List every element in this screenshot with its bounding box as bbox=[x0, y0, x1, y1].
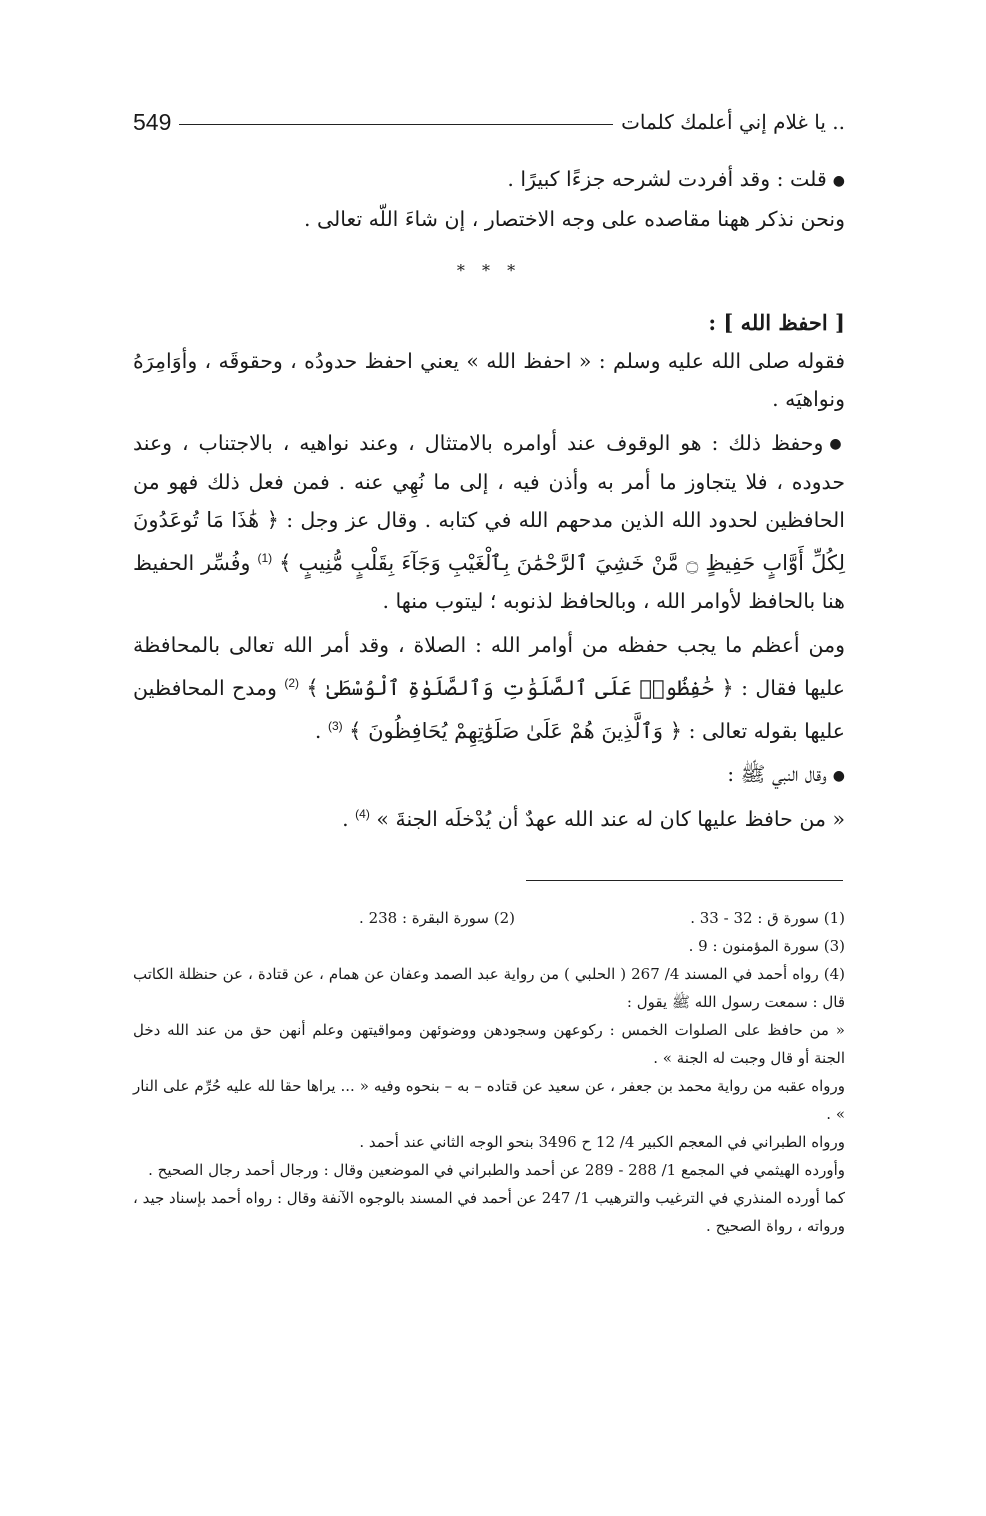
footnote-1: (1) سورة ق : 32 - 33 . bbox=[690, 909, 845, 927]
footnote-ref: (1) bbox=[257, 551, 273, 565]
main-text bbox=[133, 160, 845, 838]
quran-verse: ﴿ هَٰذَا مَا تُوعَدُونَ لِكُلِّ أَوَّابٍ حَفِيظٍ ۝ مَّنْ خَشِيَ ٱلرَّحْمَٰنَ بِٱلْغَيْبِ وَجَآءَ بِقَلْبٍ مُّنِيبٍ ﴾ bbox=[133, 508, 845, 575]
header-rule bbox=[179, 124, 613, 125]
footnote-2: (2) سورة البقرة : 238 . bbox=[359, 909, 515, 927]
page-header bbox=[133, 104, 845, 140]
footnote-4-line: ورواه عقبه من رواية محمد بن جعفر ، عن سعيد عن قتاده – به – بنحوه وفيه « ... يراها حقا لله عليه حُرِّم على النار » . bbox=[133, 1077, 845, 1123]
paragraph: ومن أعظم ما يجب حفظه من أوامر الله : الصلاة ، وقد أمر الله تعالى بالمحافظة عليها فقال : ﴿ حَٰفِظُوا۟ عَلَى ٱلصَّلَوَٰتِ وَٱلصَّلَوٰةِ ٱلْوُسْطَىٰ ﴾ $^{(2)}$ ومدح المحافظين عليها بقوله تعالى : ﴿ وَٱلَّذِينَ هُمْ عَلَىٰ صَلَوَٰتِهِمْ يُحَافِظُونَ ﴾ $^{(3)}$ . bbox=[133, 632, 845, 743]
section-divider: * * * bbox=[456, 260, 522, 280]
footnote-3: (3) سورة المؤمنون : 9 . bbox=[688, 937, 845, 955]
footnote-ref: (3) bbox=[327, 718, 343, 733]
footnote-row bbox=[133, 904, 845, 932]
paragraph: ●وقال النبي ﷺ : bbox=[727, 762, 845, 787]
paragraph: فقوله صلى الله عليه وسلم : « احفظ الله » يعني احفظ حدودُه ، وحقوقَه ، وأوَامِرَهُ ونواهيَه . bbox=[133, 348, 845, 411]
bullet-icon: ● bbox=[832, 767, 845, 784]
footnote-ref: (2) bbox=[284, 675, 300, 690]
bullet-icon: ● bbox=[829, 436, 846, 452]
hadith-quote: « من حافظ عليها كان له عند الله عهدٌ أن يُدْخلَه الجنةَ » $^{(4)}$ . bbox=[342, 806, 845, 831]
footnote-4: (4) رواه أحمد في المسند 4/ 267 ( الحلبي ) من رواية عبد الصمد وعفان عن همام ، عن قتادة ، عن حنظلة الكاتب قال : سمعت رسول الله ﷺ يقول : bbox=[133, 965, 846, 1011]
paragraph: ●وحفظ ذلك : هو الوقوف عند أوامره بالامتثال ، وعند نواهيه ، بالاجتناب ، وعند حدوده ، فلا يتجاوز ما أمر به وأذن فيه ، إلى ما نُهِي عنه . فمن فعل ذلك فهو من الحافظين لحدود الله الذين مدحهم الله في كتابه . وقال عز وجل : ﴿ هَٰذَا مَا تُوعَدُونَ لِكُلِّ أَوَّابٍ حَفِيظٍ ۝ مَّنْ خَشِيَ ٱلرَّحْمَٰنَ بِٱلْغَيْبِ وَجَآءَ بِقَلْبٍ مُّنِيبٍ ﴾ $^{(1)}$ وفُسِّر الحفيظ هنا بالحافظ لأوامر الله ، وبالحافظ لذنوبه ؛ ليتوب منها . bbox=[133, 430, 846, 613]
footnote-4-line: ورواه الطبراني في المعجم الكبير 4/ 12 ح 3496 بنحو الوجه الثاني عند أحمد . bbox=[359, 1133, 845, 1151]
quran-verse: ﴿ وَٱلَّذِينَ هُمْ عَلَىٰ صَلَوَٰتِهِمْ يُحَافِظُونَ ﴾ bbox=[349, 718, 683, 743]
section-heading: [ احفظ الله ] : bbox=[708, 309, 845, 335]
footnote-4-quote: « من حافظ على الصلوات الخمس : ركوعهن وسجودهن ووضوئهن ومواقيتهن وعلم أنهن حق من عند الله دخل الجنة أو قال وجبت له الجنة » . bbox=[133, 1021, 845, 1067]
footnote-4-line: وأورده الهيثمي في المجمع 1/ 288 - 289 عن أحمد والطبراني في الموضعين وقال : ورجال أحمد رجال الصحيح . bbox=[148, 1161, 845, 1179]
paragraph: ●قلت : وقد أفردت لشرحه جزءًا كبيرًا . bbox=[507, 167, 845, 191]
page-number: 549 bbox=[133, 108, 172, 135]
quran-verse: ﴿ حَٰفِظُوا۟ عَلَى ٱلصَّلَوَٰتِ وَٱلصَّلَوٰةِ ٱلْوُسْطَىٰ ﴾ bbox=[306, 675, 734, 700]
footnote-separator bbox=[526, 880, 843, 881]
paragraph: ونحن نذكر ههنا مقاصده على وجه الاختصار ، إن شاءَ اللّه تعالى . bbox=[303, 206, 845, 231]
running-title: يا غلام إني أعلمك كلمات .. bbox=[621, 110, 845, 134]
footnote-4-line: كما أورده المنذري في الترغيب والترهيب 1/ 247 عن أحمد في المسند بالوجوه الآنفة وقال : رواه أحمد بإسناد جيد ، ورواته ، رواة الصحيح . bbox=[133, 1189, 845, 1235]
footnotes bbox=[133, 904, 845, 1240]
bullet-icon: ● bbox=[832, 172, 845, 189]
footnote-ref: (4) bbox=[355, 806, 370, 821]
